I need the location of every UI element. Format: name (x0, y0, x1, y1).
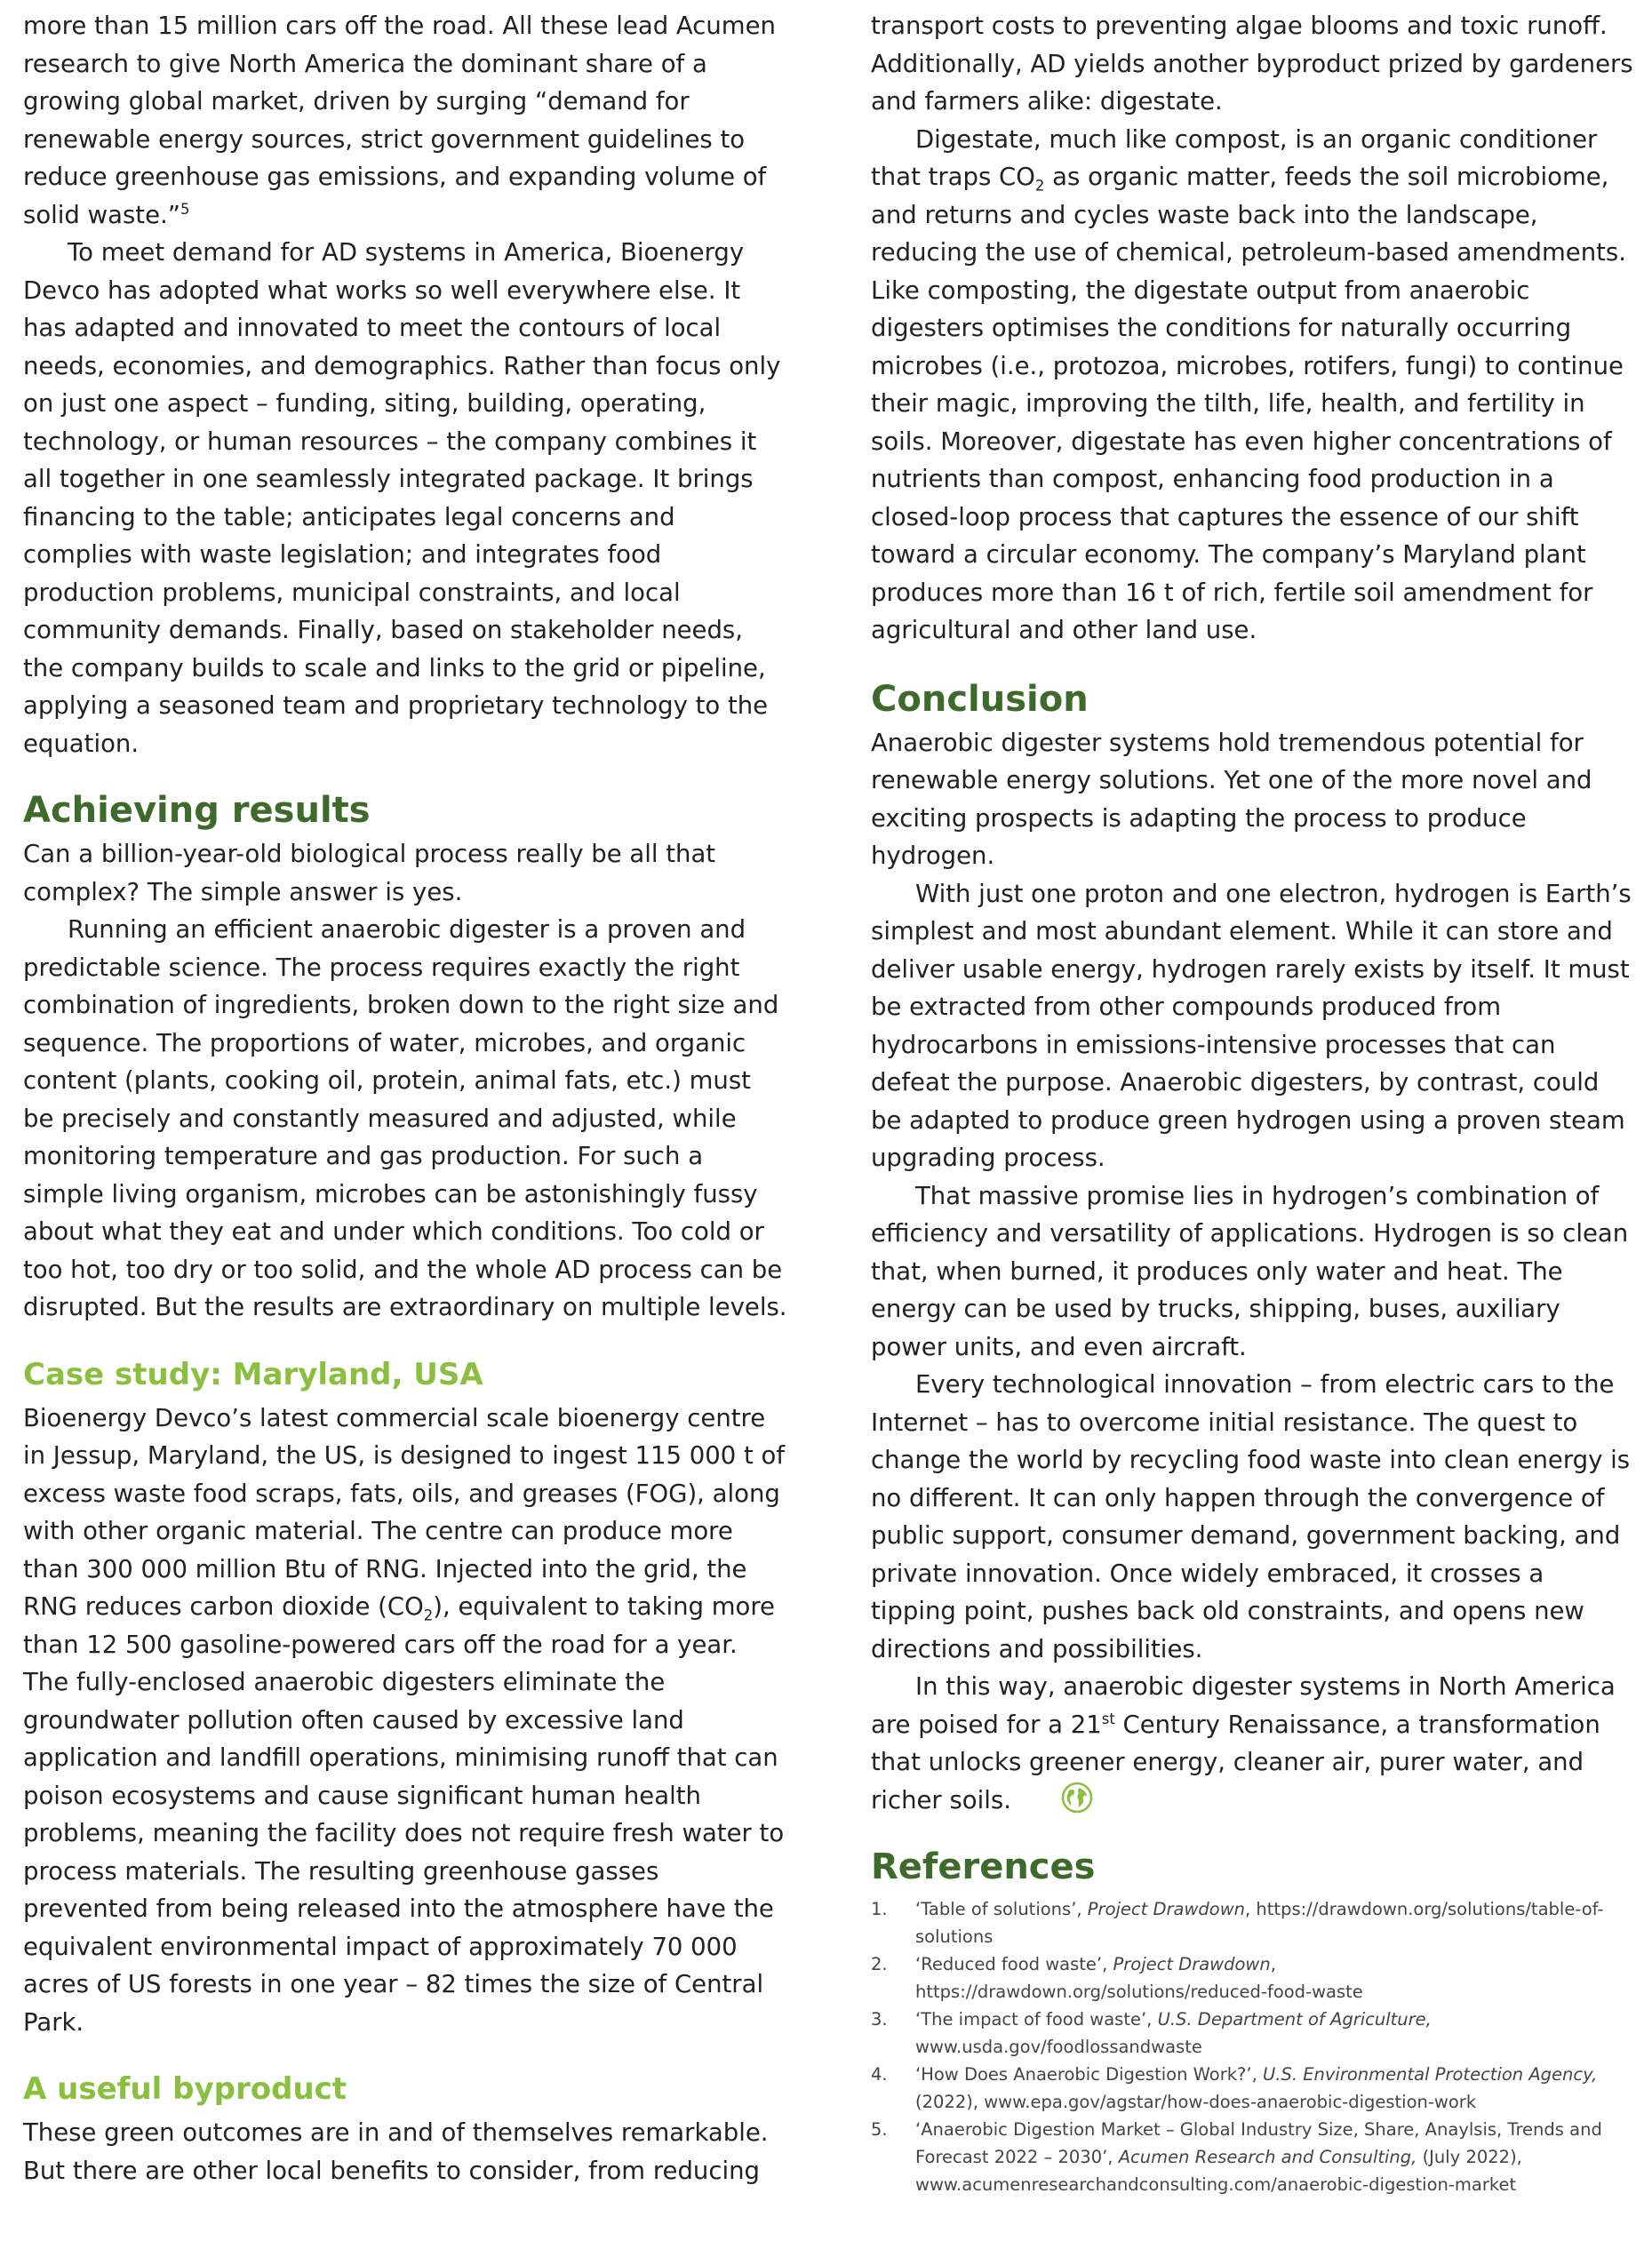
footnote-ref: 5 (180, 200, 190, 218)
paragraph: That massive promise lies in hydrogen’s combination of efficiency and versatility of applications. Hydrogen is so clean that, when burned, it produces only water and heat. The energy can be used by trucks, shipping, buses, auxiliary power units, and even aircraft. (871, 1181, 1629, 1361)
paragraph: In this way, anaerobic digester systems in North America are poised for a 21st Century Renaissance, a transformation that unlocks greener energy, cleaner air, purer water, and richer soils. (871, 1672, 1616, 1814)
paragraph: To meet demand for AD systems in America, Bioenergy Devco has adopted what works so well everywhere else. It has adapted and innovated to meet the contours of local needs, economies, and demographics. Rather than focus only on just one aspect – funding, siting, building, operating, technology, or human resources – the company combines it all together in one seamlessly integrated package. It brings financing to the table; anticipates legal concerns and complies with waste legislation; and integrates food production problems, municipal constraints, and local community demands. Finally, based on stakeholder needs, the company builds to scale and links to the grid or pipeline, applying a seasoned team and proprietary technology to the equation. (23, 238, 781, 758)
paragraph: With just one proton and one electron, hydrogen is Earth’s simplest and most abundant element. While it can store and deliver usable energy, hydrogen rarely exists by itself. It must be extracted from other compounds produced from hydrocarbons in emissions-intensive processes that can defeat the purpose. Anaerobic digesters, by contrast, could be adapted to produce green hydrogen using a proven steam upgrading process. (871, 879, 1632, 1172)
list-item: 4. ‘How Does Anaerobic Digestion Work?’, U.S. Environmental Protection Agency, (2022), www.epa.gov/agstar/how-does-anaerobic-digestion-work (871, 2064, 1598, 2112)
list-item: 3. ‘The impact of food waste’, U.S. Department of Agriculture, www.usda.gov/foodlossandwaste (871, 2009, 1432, 2057)
paragraph: transport costs to preventing algae blooms and toxic runoff. Additionally, AD yields another byproduct prized by gardeners and farmers alike: digestate. (871, 12, 1633, 116)
references-list (871, 1895, 1633, 2198)
paragraph: Running an efficient anaerobic digester is a proven and predictable science. The process requires exactly the right combination of ingredients, broken down to the right size and sequence. The proportions of water, microbes, and organic content (plants, cooking oil, protein, animal fats, etc.) must be precisely and constantly measured and adjusted, while monitoring temperature and gas production. For such a simple living organism, microbes can be astonishingly fussy about what they eat and under which conditions. Too cold or too hot, too dry or too solid, and the whole AD process can be disrupted. But the results are extraordinary on multiple levels. (23, 915, 787, 1321)
paragraph: more than 15 million cars off the road. All these lead Acumen research to give North America the dominant share of a growing global market, driven by surging “demand for renewable energy sources, strict government guidelines to reduce greenhouse gas emissions, and expanding volume of solid waste.”$^5$ (23, 12, 776, 229)
left-column (23, 7, 787, 2189)
paragraph: These green outcomes are in and of themselves remarkable. But there are other local benefits to consider, from reducing (23, 2118, 769, 2185)
list-item: 5. ‘Anaerobic Digestion Market – Global Industry Size, Share, Anaylsis, Trends and Forecast 2022 – 2030’, Acumen Research and Consulting, (July 2022), www.acumenresearchandconsulting.com/anaerobic-digestion-market (871, 2119, 1602, 2195)
heading-case-study: Case study: Maryland, USA (23, 1356, 483, 1392)
heading-useful-byproduct: A useful byproduct (23, 2071, 347, 2107)
heading-achieving-results: Achieving results (23, 790, 371, 831)
paragraph: Digestate, much like compost, is an organic conditioner that traps $CO_2$ as organic matter, feeds the soil microbiome, and returns and cycles waste back into the landscape, reducing the use of chemical, petroleum-based amendments. Like composting, the digestate output from anaerobic digesters optimises the conditions for naturally occurring microbes (i.e., protozoa, microbes, rotifers, fungi) to continue their magic, improving the tilth, life, health, and fertility in soils. Moreover, digestate has even higher concentrations of nutrients than compost, enhancing food production in a closed-loop process that captures the essence of our shift toward a circular economy. The company’s Maryland plant produces more than 16 t of rich, fertile soil amendment for agricultural and other land use. (871, 124, 1626, 644)
globe-icon (1017, 1782, 1049, 1814)
list-item: 2. ‘Reduced food waste’, Project Drawdown, https://drawdown.org/solutions/reduced-food-waste (871, 1954, 1363, 2002)
right-column (871, 7, 1633, 2198)
paragraph: Every technological innovation – from electric cars to the Internet – has to overcome initial resistance. The quest to change the world by recycling food waste into clean energy is no different. It can only happen through the convergence of public support, consumer demand, government backing, and private innovation. Once widely embraced, it crosses a tipping point, pushes back old constraints, and opens new directions and possibilities. (871, 1370, 1631, 1663)
paragraph: Bioenergy Devco’s latest commercial scale bioenergy centre in Jessup, Maryland, the US, is designed to ingest 115 000 t of excess waste food scraps, fats, oils, and greases (FOG), along with other organic material. The centre can produce more than 300 000 million Btu of RNG. Injected into the grid, the RNG reduces carbon dioxide $(CO_2)$, equivalent to taking more than 12 500 gasoline-powered cars off the road for a year. The fully-enclosed anaerobic digesters eliminate the groundwater pollution often caused by excessive land application and landfill operations, minimising runoff that can poison ecosystems and cause significant human health problems, meaning the facility does not require fresh water to process materials. The resulting greenhouse gasses prevented from being released into the atmosphere have the equivalent environmental impact of approximately 70 000 acres of US forests in one year – 82 times the size of Central Park. (23, 1403, 786, 2037)
list-item: 1. ‘Table of solutions’, Project Drawdown, https://drawdown.org/solutions/table-of-solutions (871, 1899, 1604, 1947)
heading-conclusion: Conclusion (871, 678, 1089, 720)
paragraph: Can a billion-year-old biological process really be all that complex? The simple answer is yes. (23, 840, 716, 906)
paragraph: Anaerobic digester systems hold tremendous potential for renewable energy solutions. Yet one of the more novel and exciting prospects is adapting the process to produce hydrogen. (871, 728, 1592, 870)
heading-references: References (871, 1846, 1096, 1887)
